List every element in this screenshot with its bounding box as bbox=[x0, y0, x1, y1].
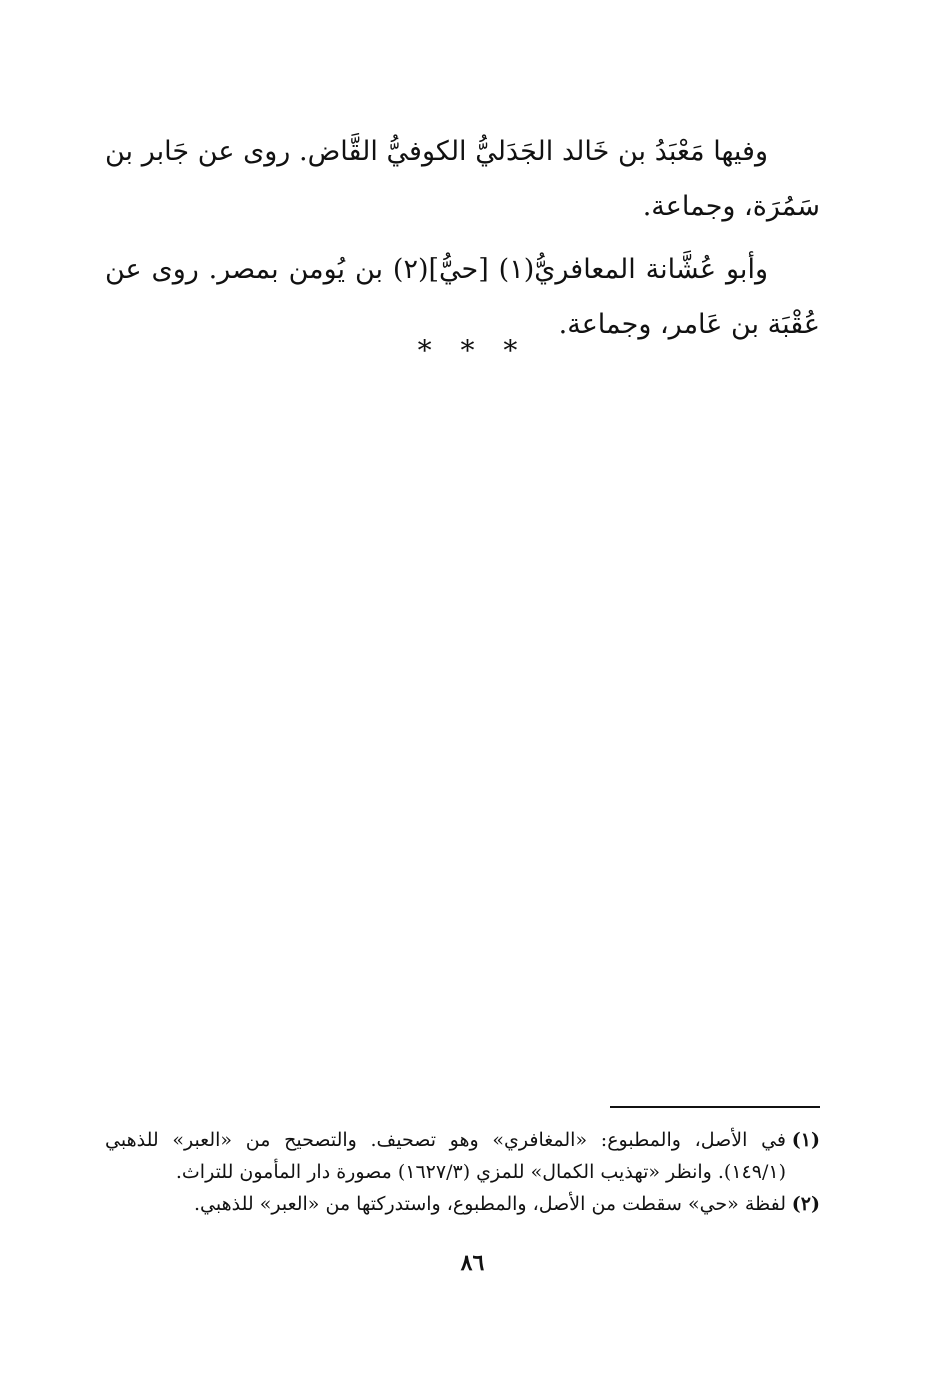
section-separator: * * * bbox=[417, 334, 528, 367]
footnote-1 bbox=[105, 1124, 820, 1188]
footnote-divider bbox=[610, 1106, 820, 1108]
footnote-number: (١) bbox=[791, 1129, 820, 1151]
paragraph-abu-ushshana: وأبو عُشَّانة المعافريُّ(١) [حيُّ](٢) بن يُومن بمصر. روى عن عُقْبَة بن عَامر، وجماعة. bbox=[105, 254, 820, 340]
footnote-text: في الأصل، والمطبوع: «المغافري» وهو تصحيف. والتصحيح من «العبر» للذهبي (١٤٩/١). وانظر «تهذيب الكمال» للمزي (١٦٢٧/٣) مصورة دار المأمون للتراث. bbox=[105, 1129, 786, 1183]
paragraph-maabad: وفيها مَعْبَدُ بن خَالد الجَدَليُّ الكوفيُّ القَّاض. روى عن جَابر بن سَمُرَة، وجماعة. bbox=[105, 136, 820, 222]
footnote-2 bbox=[105, 1188, 820, 1220]
page-number: ٨٦ bbox=[460, 1250, 485, 1276]
footnote-text: لفظة «حي» سقطت من الأصل، والمطبوع، واستدركتها من «العبر» للذهبي. bbox=[194, 1193, 786, 1215]
footnote-number: (٢) bbox=[791, 1193, 820, 1215]
footnotes bbox=[105, 1124, 820, 1220]
main-text bbox=[105, 124, 820, 360]
